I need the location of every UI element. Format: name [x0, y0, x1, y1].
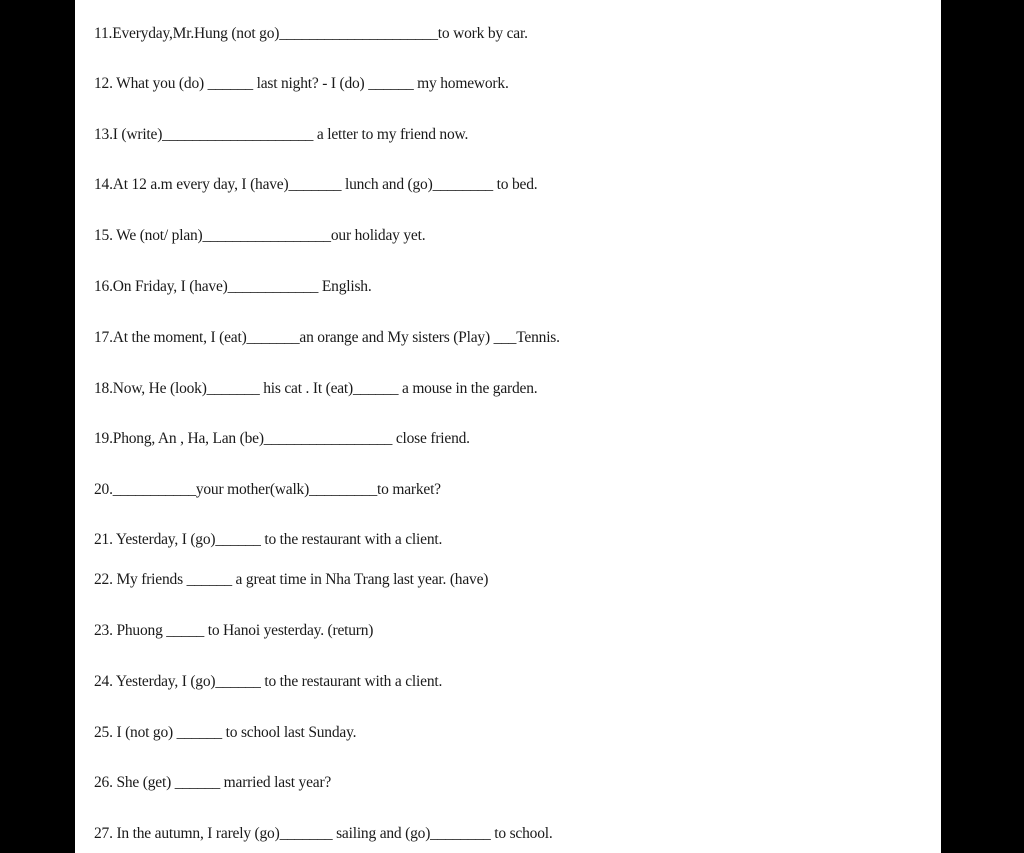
exercise-line-14: 14.At 12 a.m every day, I (have)_______ lunch and (go)________ to bed.	[94, 176, 538, 193]
exercise-line-26: 26. She (get) ______ married last year?	[94, 774, 332, 791]
exercise-line-20: 20.___________your mother(walk)_________to market?	[94, 481, 441, 498]
exercise-line-16: 16.On Friday, I (have)____________ English.	[94, 278, 372, 295]
exercise-line-22: 22. My friends ______ a great time in Nha Trang last year. (have)	[94, 571, 489, 588]
document-page	[75, 0, 941, 853]
exercise-line-25: 25. I (not go) ______ to school last Sunday.	[94, 724, 357, 741]
exercise-line-15: 15. We (not/ plan)_________________our holiday yet.	[94, 227, 426, 244]
exercise-line-27: 27. In the autumn, I rarely (go)_______ sailing and (go)________ to school.	[94, 825, 553, 842]
exercise-line-11: 11.Everyday,Mr.Hung (not go)_____________________to work by car.	[94, 25, 528, 42]
exercise-line-23: 23. Phuong _____ to Hanoi yesterday. (return)	[94, 622, 374, 639]
exercise-line-19: 19.Phong, An , Ha, Lan (be)_________________ close friend.	[94, 430, 470, 447]
exercise-line-13: 13.I (write)____________________ a letter to my friend now.	[94, 126, 469, 143]
exercise-line-18: 18.Now, He (look)_______ his cat . It (eat)______ a mouse in the garden.	[94, 380, 538, 397]
exercise-line-12: 12. What you (do) ______ last night? - I (do) ______ my homework.	[94, 75, 509, 92]
exercise-line-17: 17.At the moment, I (eat)_______an orange and My sisters (Play) ___Tennis.	[94, 329, 560, 346]
exercise-line-21: 21. Yesterday, I (go)______ to the restaurant with a client.	[94, 531, 443, 548]
exercise-line-24: 24. Yesterday, I (go)______ to the restaurant with a client.	[94, 673, 443, 690]
